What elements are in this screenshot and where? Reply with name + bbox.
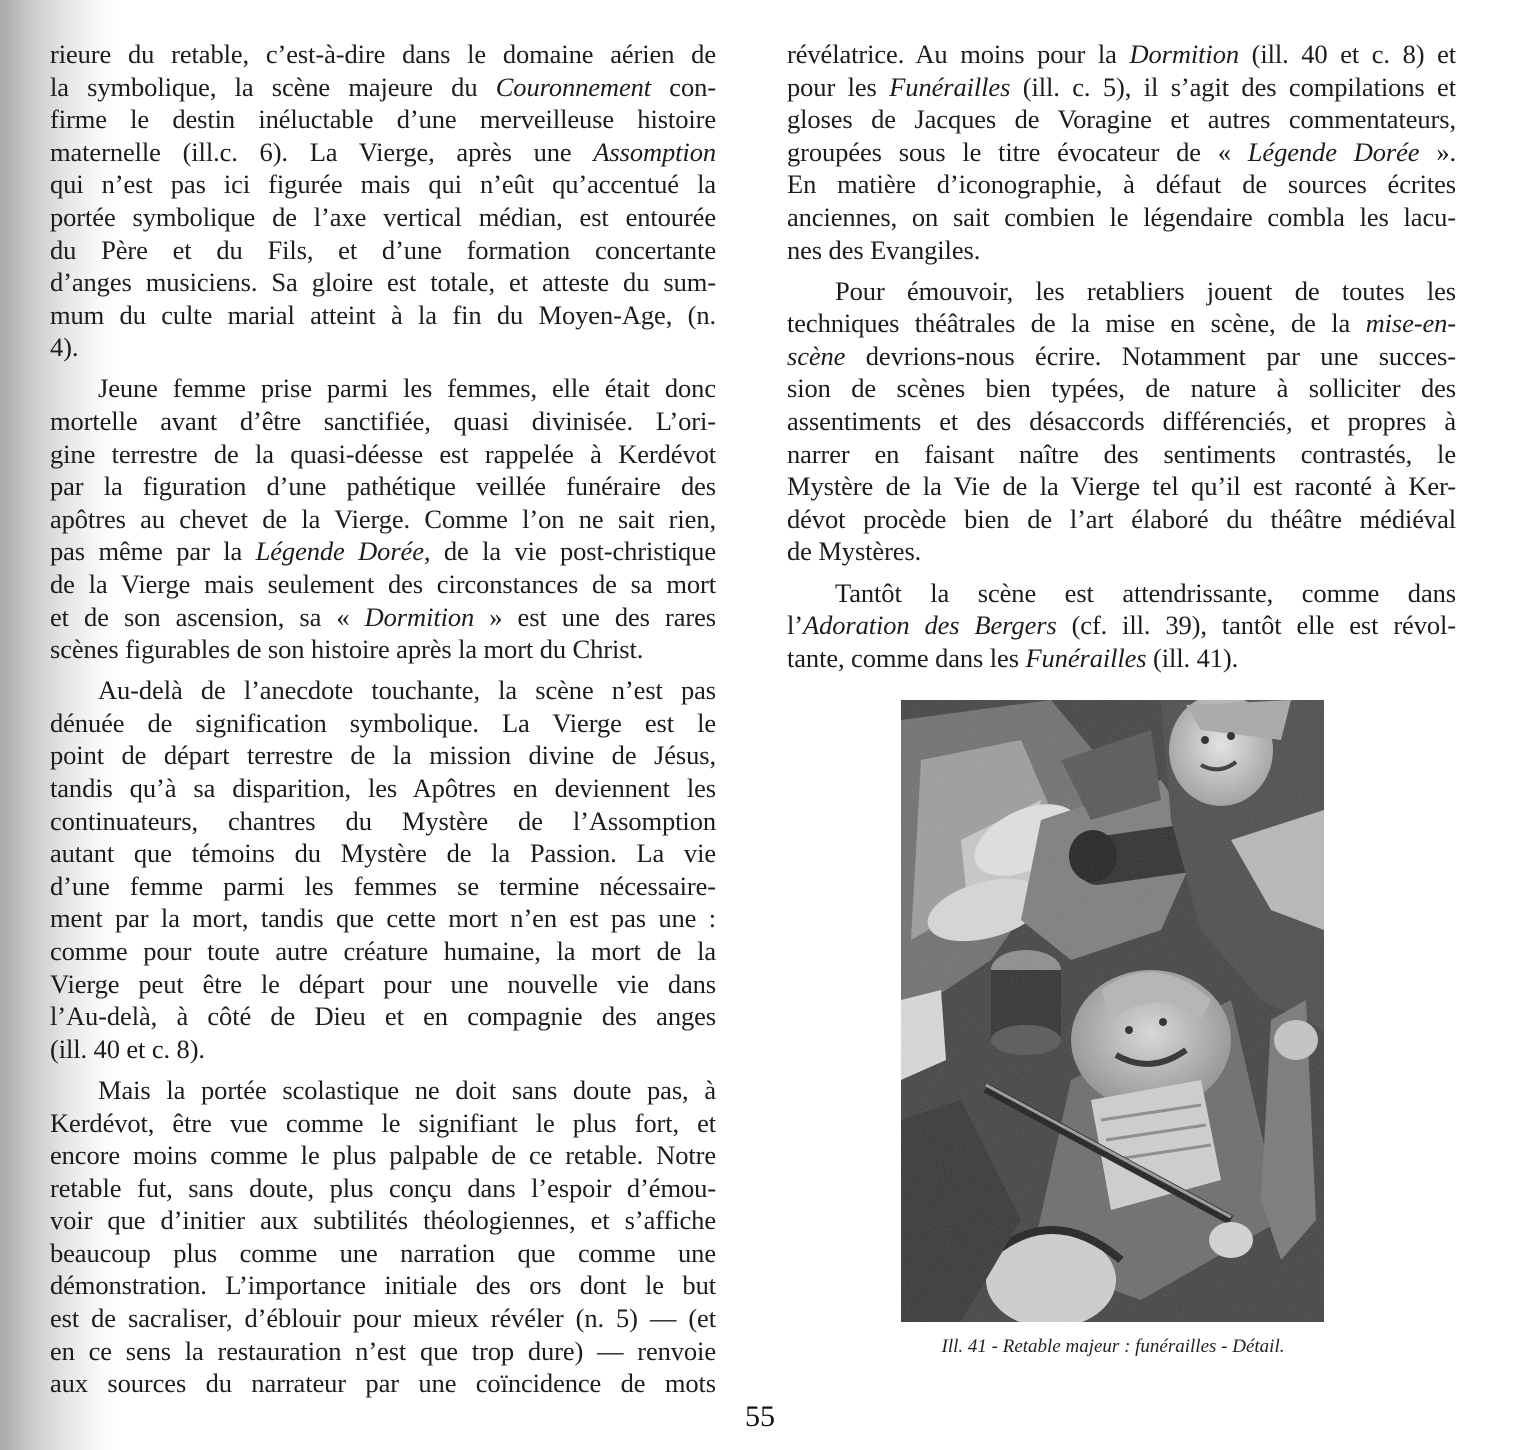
photo-illustration [901, 700, 1324, 1322]
text-line [787, 405, 1456, 438]
text-line [50, 968, 716, 1001]
text-line [787, 642, 1456, 675]
text-line [50, 935, 716, 968]
text-run: (ill. 40 et c. 8). [50, 1033, 205, 1064]
paragraph-gap [50, 1065, 716, 1074]
text-line [50, 739, 716, 772]
left-text-column [50, 38, 716, 1400]
text-run: portée symbolique de l’axe vertical médian, est entourée [50, 201, 716, 232]
text-run: encore moins comme le plus palpable de ce retable. Notre [50, 1140, 716, 1171]
text-run: scènes figurables de son histoire après la mort du Christ. [50, 634, 644, 665]
text-run: ». [1419, 136, 1456, 167]
paragraph [787, 275, 1456, 568]
text-line [50, 71, 716, 104]
text-run: est de sacraliser, d’éblouir pour mieux révéler (n. 5) — (et [50, 1303, 716, 1334]
italic-text: Funérailles [1025, 642, 1147, 673]
text-run: Mais la portée scolastique ne doit sans doute pas, à [98, 1074, 716, 1105]
text-run: ment par la mort, tandis que cette mort n’en est pas une : [50, 903, 716, 934]
text-line [50, 772, 716, 805]
text-line [50, 405, 716, 438]
text-run: de la vie post-christique [430, 536, 716, 567]
italic-text: Couronnement [495, 71, 652, 102]
text-line [50, 1139, 716, 1172]
text-line [50, 168, 716, 201]
text-line [50, 438, 716, 471]
paragraph [50, 372, 716, 665]
text-run: retable fut, sans doute, plus conçu dans l’espoir d’émou- [50, 1172, 716, 1203]
text-line [50, 1269, 716, 1302]
text-line [50, 372, 716, 405]
text-line [787, 470, 1456, 503]
text-run: Kerdévot, être vue comme le signifiant le plus fort, et [50, 1107, 716, 1138]
text-run: (ill. 40 et c. 8) et [1239, 39, 1456, 69]
page-number: 55 [745, 1400, 775, 1433]
text-line [50, 707, 716, 740]
text-run: Tantôt la scène est attendrissante, comme dans [835, 577, 1456, 608]
italic-text: Dormition [364, 601, 475, 632]
text-run: dénuée de signification symbolique. La Vierge est le [50, 707, 716, 738]
text-run: devrions-nous écrire. Notamment par une succes- [845, 340, 1456, 371]
text-run: Au-delà de l’anecdote touchante, la scène n’est pas [98, 675, 716, 706]
italic-text: Dormition [1129, 39, 1239, 69]
text-run: assentiments et des désaccords différenciés, et propres à [787, 406, 1456, 437]
text-run: (cf. ill. 39), tantôt elle est révol- [1056, 610, 1456, 641]
italic-text: Funérailles [889, 71, 1011, 102]
text-line [50, 1302, 716, 1335]
text-line [50, 38, 716, 71]
text-line [50, 633, 716, 666]
figure-photo-funerailles [901, 700, 1324, 1322]
text-run: de la Vierge mais seulement des circonstances de sa mort [50, 569, 716, 599]
text-run: En matière d’iconographie, à défaut de sources écrites [787, 169, 1456, 200]
italic-text: Assomption [593, 136, 716, 167]
text-line [50, 103, 716, 136]
text-line [787, 307, 1456, 340]
text-line [50, 1107, 716, 1140]
text-line [787, 103, 1456, 136]
text-line [787, 275, 1456, 308]
text-line [50, 1000, 716, 1033]
text-run: Pour émouvoir, les retabliers jouent de toutes les [835, 275, 1456, 306]
text-run: voir que d’initier aux subtilités théologiennes, et s’affiche [50, 1205, 716, 1236]
paragraph [50, 674, 716, 1065]
text-run: d’anges musiciens. Sa gloire est totale, et atteste du sum- [50, 267, 716, 298]
text-run: point de départ terrestre de la mission divine de Jésus, [50, 740, 716, 771]
text-line [50, 902, 716, 935]
text-line [787, 201, 1456, 234]
text-line [787, 503, 1456, 536]
text-line [50, 568, 716, 601]
text-line [787, 234, 1456, 267]
text-run: (ill. 41). [1146, 642, 1239, 673]
italic-text: Légende Dorée, [255, 536, 431, 567]
text-run: démonstration. L’importance initiale des ors dont le but [50, 1270, 716, 1301]
text-run: maternelle (ill.c. 6). La Vierge, après une [50, 136, 594, 167]
text-run: gine terrestre de la quasi-déesse est rappelée à Kerdévot [50, 438, 716, 469]
paragraph [50, 38, 716, 364]
text-run: l’Au-delà, à côté de Dieu et en compagnie des anges [50, 1001, 716, 1032]
text-run: de Mystères. [787, 536, 922, 567]
text-run: mum du culte marial atteint à la fin du Moyen-Age, (n. [50, 299, 716, 330]
paragraph [50, 1074, 716, 1400]
text-run: techniques théâtrales de la mise en scène, de la [787, 308, 1366, 339]
text-run: et de son ascension, sa « [50, 601, 365, 632]
text-line [787, 372, 1456, 405]
text-run: narrer en faisant naître des sentiments contrastés, le [787, 438, 1456, 469]
text-run: la symbolique, la scène majeure du [50, 71, 496, 102]
text-line [787, 168, 1456, 201]
text-run: beaucoup plus comme une narration que comme une [50, 1237, 716, 1268]
text-run: Jeune femme prise parmi les femmes, elle était donc [98, 373, 716, 404]
text-run: tandis qu’à sa disparition, les Apôtres en deviennent les [50, 773, 716, 804]
text-line [787, 535, 1456, 568]
text-run: l’ [787, 610, 803, 641]
text-run: du Père et du Fils, et d’une formation concertante [50, 234, 716, 265]
text-run: nes des Evangiles. [787, 234, 981, 265]
text-run: 4). [50, 332, 79, 363]
text-run: sion de scènes bien typées, de nature à solliciter des [787, 373, 1456, 404]
text-run: pas même par la [50, 536, 256, 567]
text-run: comme pour toute autre créature humaine, la mort de la [50, 936, 716, 967]
text-run: groupées sous le titre évocateur de « [787, 136, 1248, 167]
text-line [50, 805, 716, 838]
text-line [787, 71, 1456, 104]
right-text-column [787, 38, 1456, 674]
text-run: gloses de Jacques de Voragine et autres commentateurs, [787, 104, 1456, 135]
text-run: firme le destin inéluctable d’une merveilleuse histoire [50, 104, 716, 135]
text-line [50, 234, 716, 267]
text-line [50, 1335, 716, 1368]
text-line [50, 201, 716, 234]
italic-text: mise-en- [1365, 308, 1456, 339]
text-run: pour les [787, 71, 890, 102]
text-line [787, 340, 1456, 373]
text-line [50, 1237, 716, 1270]
figure-caption: Ill. 41 - Retable majeur : funérailles - Détail. [941, 1336, 1285, 1357]
text-run: apôtres au chevet de la Vierge. Comme l’on ne sait rien, [50, 503, 716, 534]
text-line [50, 470, 716, 503]
text-line [50, 535, 716, 568]
text-run: qui n’est pas ici figurée mais qui n’eût qu’accentué la [50, 169, 716, 200]
text-run: » est une des rares [474, 601, 716, 632]
text-run: tante, comme dans les [787, 642, 1026, 673]
text-run: dévot procède bien de l’art élaboré du théâtre médiéval [787, 503, 1456, 534]
text-line [50, 837, 716, 870]
text-line [50, 1367, 716, 1400]
text-line [50, 331, 716, 364]
text-run: Mystère de la Vie de la Vierge tel qu’il est raconté à Ker- [787, 471, 1456, 502]
paragraph-gap [787, 266, 1456, 275]
text-line [50, 870, 716, 903]
text-run: autant que témoins du Mystère de la Passion. La vie [50, 838, 716, 869]
text-run: Vierge peut être le départ pour une nouvelle vie dans [50, 968, 716, 999]
paragraph [787, 38, 1456, 266]
text-run: con- [651, 71, 716, 102]
text-run: d’une femme parmi les femmes se termine nécessaire- [50, 870, 716, 901]
text-line [50, 674, 716, 707]
text-run: rieure du retable, c’est-à-dire dans le domaine aérien de [50, 39, 716, 69]
text-run: aux sources du narrateur par une coïncidence de mots [50, 1368, 716, 1399]
text-line [50, 1204, 716, 1237]
text-line [50, 503, 716, 536]
text-line [787, 438, 1456, 471]
text-run: continuateurs, chantres du Mystère de l’Assomption [50, 805, 716, 836]
text-line [787, 38, 1456, 71]
text-line [50, 136, 716, 169]
text-run: révélatrice. Au moins pour la [787, 39, 1130, 69]
paragraph-gap [787, 568, 1456, 577]
text-run: par la figuration d’une pathétique veillée funéraire des [50, 471, 716, 502]
text-line [787, 609, 1456, 642]
text-run: anciennes, on sait combien le légendaire combla les lacu- [787, 201, 1456, 232]
text-run: en ce sens la restauration n’est que trop dure) — renvoie [50, 1335, 716, 1366]
text-line [50, 266, 716, 299]
text-line [50, 1074, 716, 1107]
paragraph-gap [50, 364, 716, 373]
paragraph [787, 577, 1456, 675]
text-run: mortelle avant d’être sanctifiée, quasi divinisée. L’ori- [50, 406, 716, 437]
text-line [50, 601, 716, 634]
paragraph-gap [50, 666, 716, 675]
text-line [787, 577, 1456, 610]
italic-text: Légende Dorée [1247, 136, 1420, 167]
italic-text: scène [787, 340, 846, 371]
text-line [50, 1033, 716, 1066]
text-line [787, 136, 1456, 169]
text-run: (ill. c. 5), il s’agit des compilations et [1010, 71, 1456, 102]
text-line [50, 299, 716, 332]
text-line [50, 1172, 716, 1205]
italic-text: Adoration des Bergers [803, 610, 1057, 641]
